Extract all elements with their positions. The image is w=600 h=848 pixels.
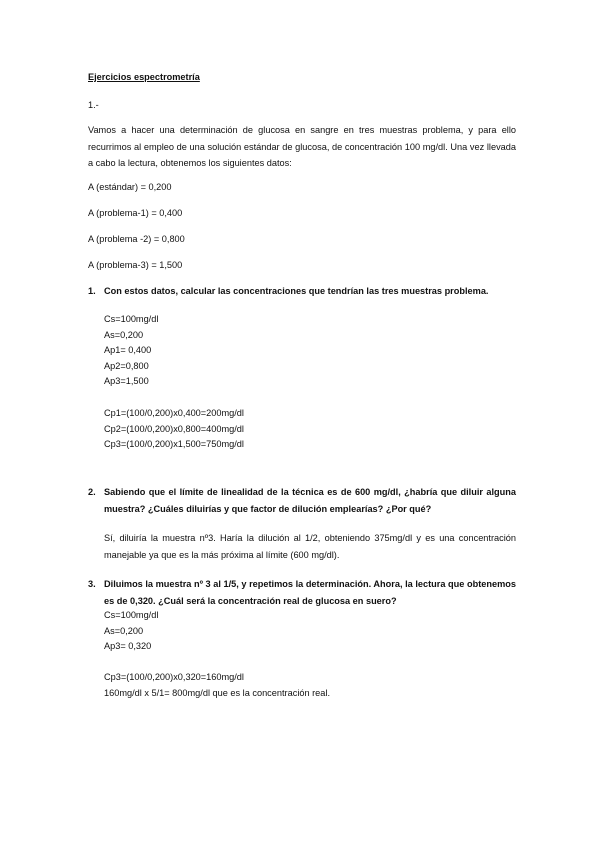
calc-line: Cp1=(100/0,200)x0,400=200mg/dl [104, 408, 244, 418]
page-title: Ejercicios espectrometría [88, 72, 200, 82]
intro-paragraph: Vamos a hacer una determinación de glucosa en sangre en tres muestras problema, y para ello recurrimos al empleo de una solución estándar de glucosa, de concentración 100 mg/dl. Una vez llevada a cabo la lectura, obtenemos los siguientes datos: [88, 125, 516, 168]
data-line-problem-3: A (problema-3) = 1,500 [88, 260, 183, 270]
question-3-number: 3. [88, 579, 96, 589]
question-3-given [104, 608, 158, 655]
calc-line: Cp2=(100/0,200)x0,800=400mg/dl [104, 423, 244, 434]
data-line-problem-2: A (problema -2) = 0,800 [88, 234, 185, 244]
question-2-text: Sabiendo que el límite de linealidad de la técnica es de 600 mg/dl, ¿habría que diluir alguna muestra? ¿Cuáles diluirías y que factor de dilución emplearías? ¿Por qué? [104, 487, 516, 514]
data-line-standard: A (estándar) = 0,200 [88, 182, 172, 192]
given-line: Ap1= 0,400 [104, 345, 152, 355]
given-line: Cs=100mg/dl [104, 610, 159, 620]
data-line-problem-1: A (problema-1) = 0,400 [88, 208, 183, 218]
given-line: Ap3= 0,320 [104, 641, 152, 651]
question-2-number: 2. [88, 487, 96, 497]
given-line: Cs=100mg/dl [104, 314, 159, 324]
calc-line: 160mg/dl x 5/1= 800mg/dl que es la concentración real. [104, 687, 330, 698]
question-3-calculations [104, 670, 330, 701]
question-1-given [104, 312, 158, 390]
exercise-number: 1.- [88, 100, 99, 110]
given-line: Ap3=1,500 [104, 376, 149, 386]
question-1-calculations [104, 406, 244, 453]
given-line: As=0,200 [104, 329, 144, 340]
given-line: As=0,200 [104, 625, 144, 636]
question-2-answer: Sí, diluiría la muestra nº3. Haría la dilución al 1/2, obteniendo 375mg/dl y es una concentración manejable ya que es la más próxima al límite (600 mg/dl). [104, 533, 516, 560]
question-1-text: Con estos datos, calcular las concentraciones que tendrían las tres muestras problema. [104, 286, 489, 296]
calc-line: Cp3=(100/0,200)x0,320=160mg/dl [104, 672, 244, 682]
question-3-text: Diluimos la muestra nº 3 al 1/5, y repetimos la determinación. Ahora, la lectura que obtenemos es de 0,320. ¿Cuál será la concentración real de glucosa en suero? [104, 579, 516, 606]
given-line: Ap2=0,800 [104, 360, 149, 371]
calc-line: Cp3=(100/0,200)x1,500=750mg/dl [104, 439, 244, 449]
question-1-number: 1. [88, 286, 96, 296]
